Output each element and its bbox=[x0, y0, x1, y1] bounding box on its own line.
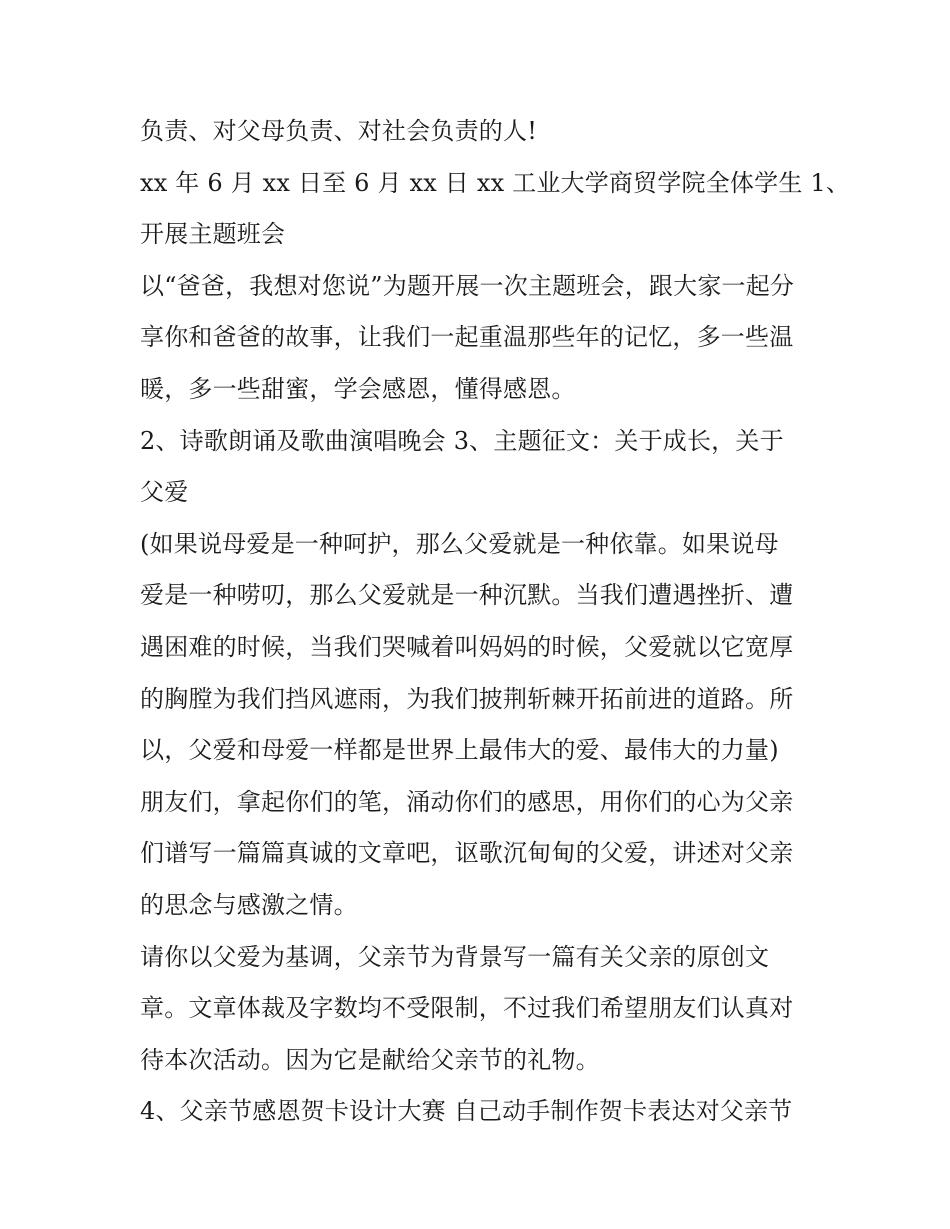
text-line: 遇困难的时候，当我们哭喊着叫妈妈的时候，父爱就以它宽厚 bbox=[140, 632, 794, 661]
text-line: 爱是一种唠叨，那么父爱就是一种沉默。当我们遭遇挫折、遭 bbox=[140, 581, 794, 610]
text-line: 4、父亲节感恩贺卡设计大赛 自己动手制作贺卡表达对父亲节 bbox=[140, 1097, 793, 1126]
text-line: 的胸膛为我们挡风遮雨，为我们披荆斩棘开拓前进的道路。所 bbox=[140, 684, 794, 713]
text-line: 开展主题班会 bbox=[140, 220, 286, 249]
text-line: 2、诗歌朗诵及歌曲演唱晚会 3、主题征文：关于成长，关于 bbox=[140, 426, 784, 455]
text-line: (如果说母爱是一种呵护，那么父爱就是一种依靠。如果说母 bbox=[140, 529, 779, 558]
text-line: 负责、对父母负责、对社会负责的人! bbox=[140, 117, 538, 145]
text-line: 暖，多一些甜蜜，学会感恩，懂得感恩。 bbox=[140, 374, 576, 403]
text-line: 以，父爱和母爱一样都是世界上最伟大的爱、最伟大的力量) bbox=[140, 736, 779, 765]
text-line: 享你和爸爸的故事，让我们一起重温那些年的记忆，多一些温 bbox=[140, 323, 794, 352]
text-line: xx 年 6 月 xx 日至 6 月 xx 日 xx 工业大学商贸学院全体学生 1、 bbox=[140, 168, 851, 197]
text-line: 父爱 bbox=[140, 478, 189, 507]
text-line: 的思念与感激之情。 bbox=[140, 890, 358, 919]
text-line: 以“爸爸，我想对您说”为题开展一次主题班会，跟大家一起分 bbox=[140, 271, 795, 300]
text-line: 请你以父爱为基调，父亲节为背景写一篇有关父亲的原创文 bbox=[140, 942, 770, 971]
text-line: 待本次活动。因为它是献给父亲节的礼物。 bbox=[140, 1045, 600, 1074]
document-body bbox=[140, 106, 851, 1138]
text-line: 章。文章体裁及字数均不受限制，不过我们希望朋友们认真对 bbox=[140, 994, 794, 1023]
text-line: 们谱写一篇篇真诚的文章吧，讴歌沉甸甸的父爱，讲述对父亲 bbox=[140, 839, 794, 868]
text-line: 朋友们，拿起你们的笔，涌动你们的感思，用你们的心为父亲 bbox=[140, 787, 794, 816]
